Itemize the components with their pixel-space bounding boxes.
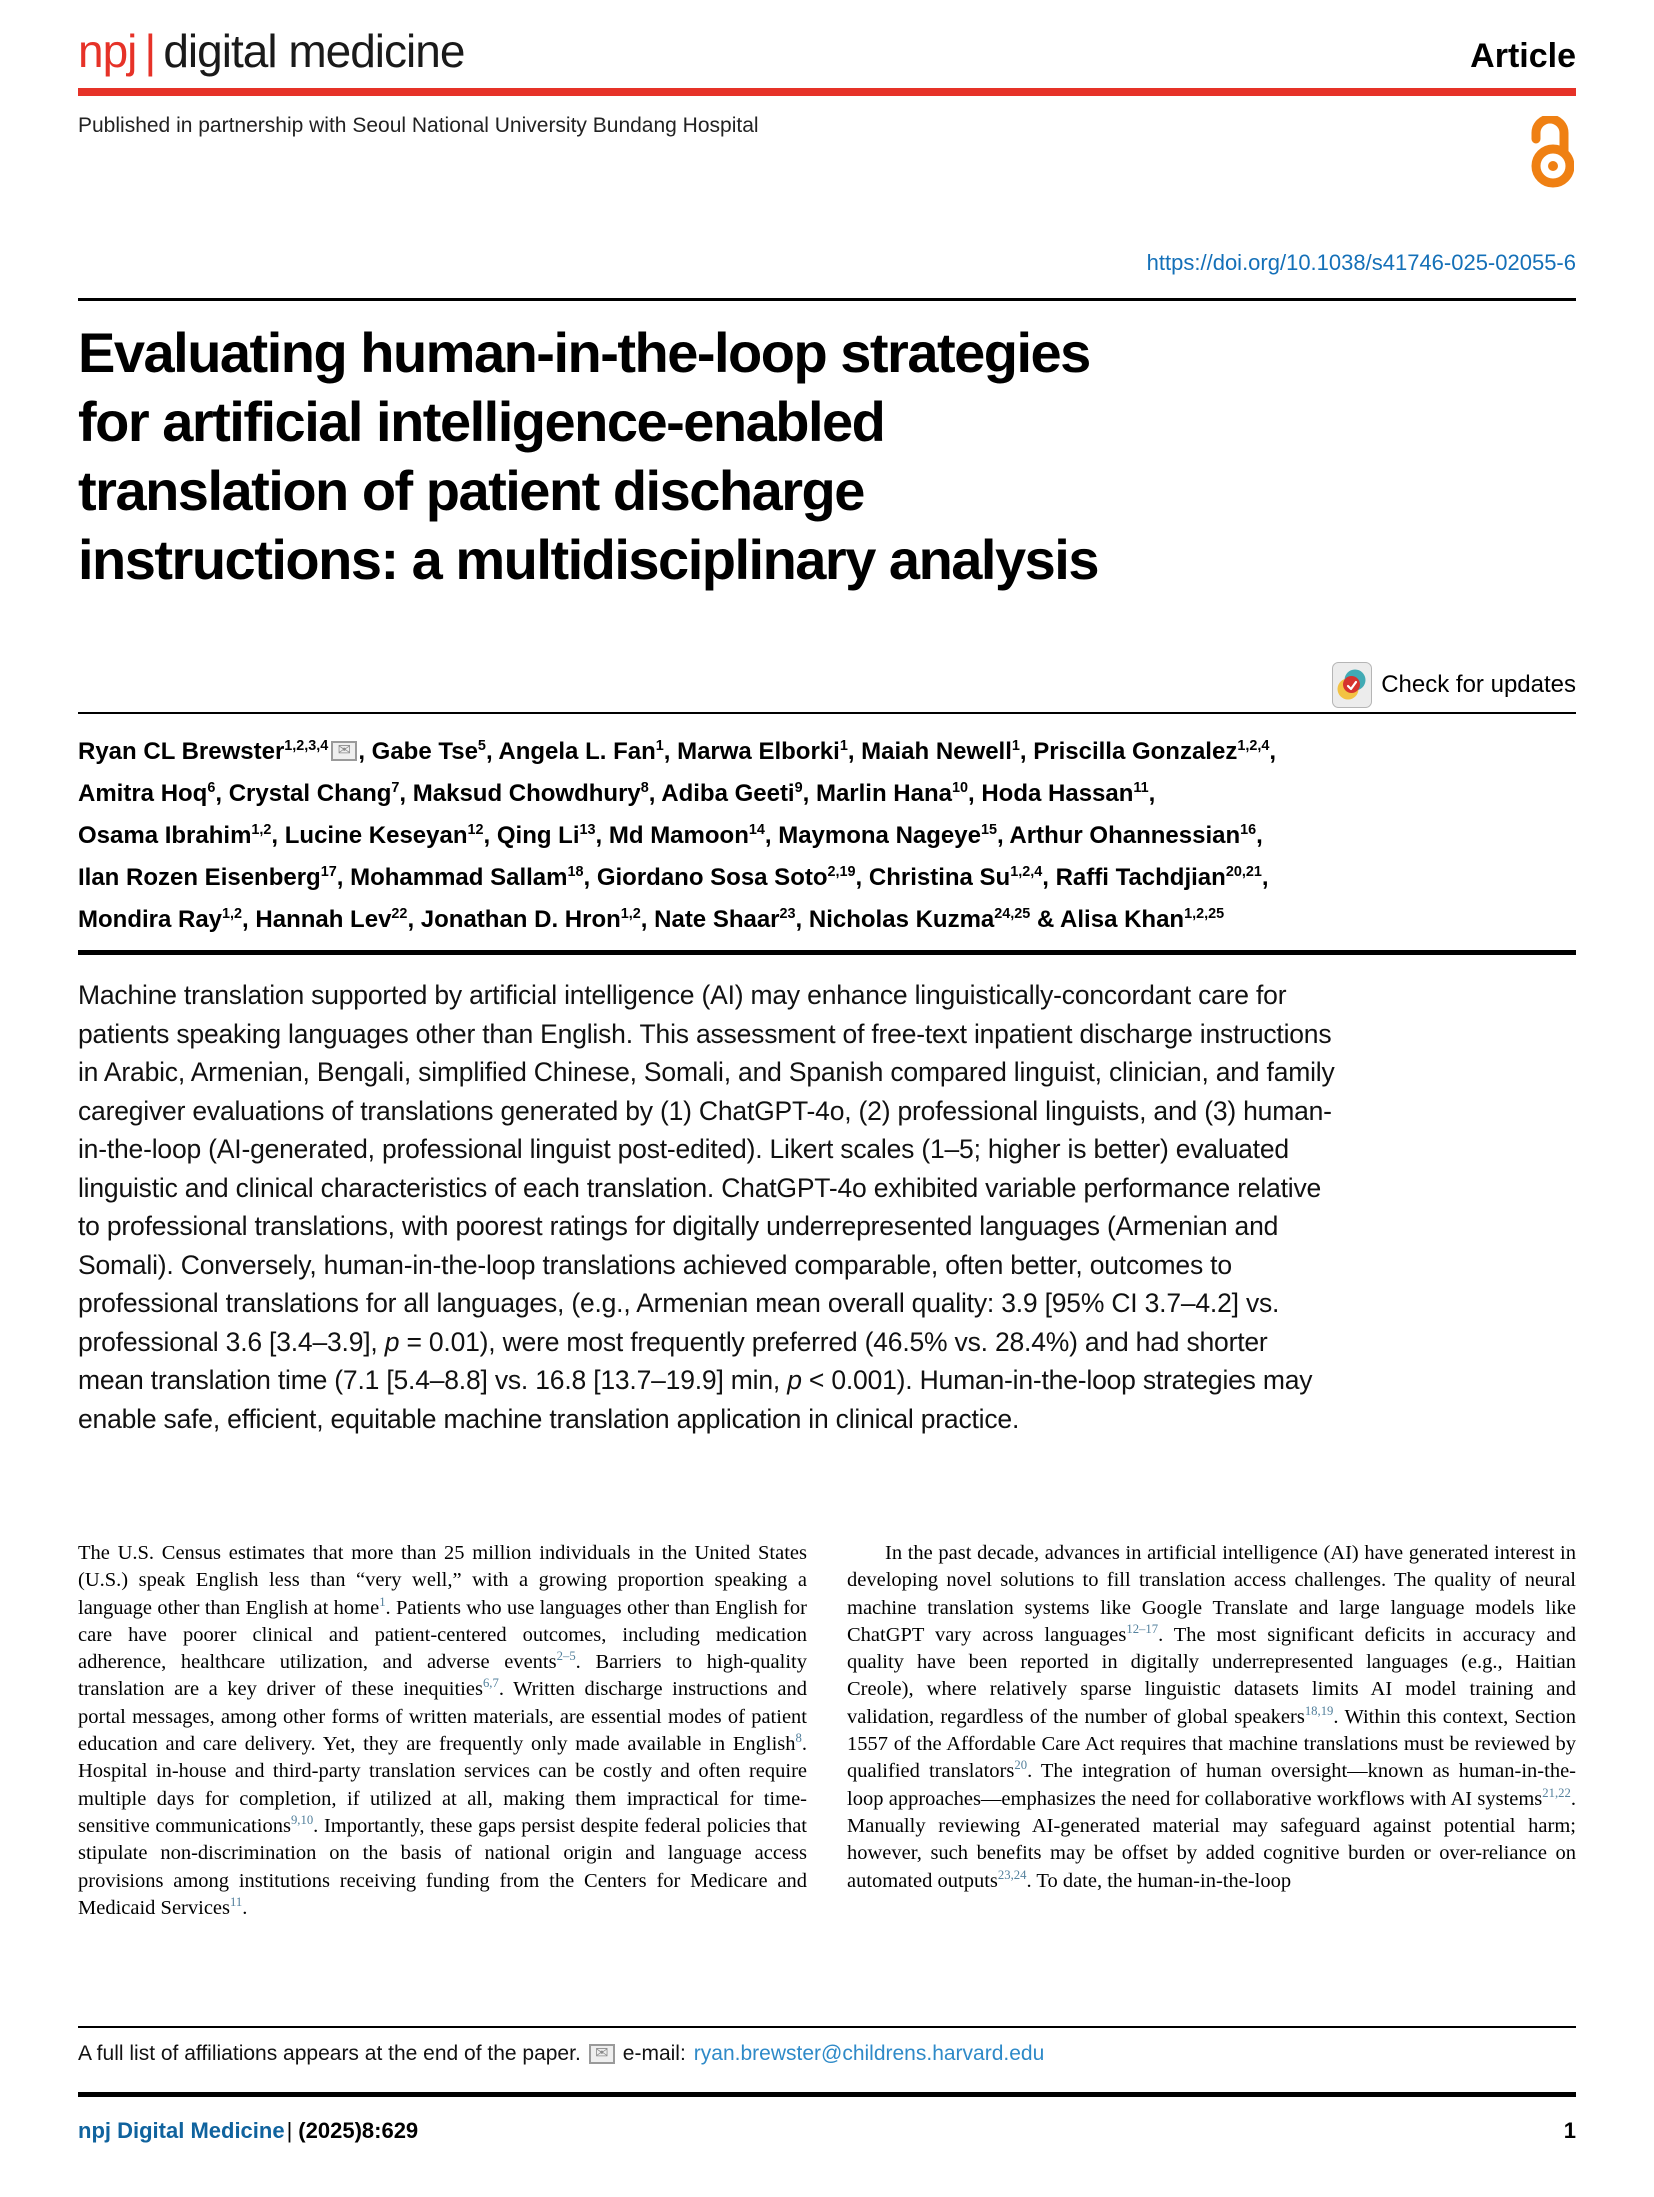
footer-rule	[78, 2092, 1576, 2097]
footer-separator: |	[286, 2118, 293, 2143]
citation-ref[interactable]: 6,7	[482, 1676, 499, 1691]
text-segment: ,	[1269, 738, 1277, 765]
text-segment: , Christina Su	[855, 864, 1011, 891]
text-segment: , Giordano Sosa Soto	[583, 864, 828, 891]
text-segment: In the past decade, advances in artificial intelligence (AI) have generated interest in developing novel solutions to fill translation access challenges. The quality of neural machine translation systems like Google Translate and large language models like ChatGPT vary across languages	[847, 1542, 1576, 1646]
header-red-rule	[78, 88, 1576, 96]
affiliation-sup: 1	[1011, 738, 1020, 754]
text-segment: , Hannah Lev	[242, 906, 392, 933]
text-segment: . Importantly, these gaps persist despite federal policies that stipulate non-discrimination on the basis of national origin and language access provisions among institutions receiving funding from the Centers for Medicare and Medicaid Services	[78, 1814, 808, 1919]
text-segment: < 0.001). Human-in-the-loop strategies may enable safe, efficient, equitable machine translation application in clinical practice.	[78, 1365, 1313, 1434]
journal-logo-prefix: npj	[78, 25, 137, 77]
text-segment: , Qing Li	[483, 822, 580, 849]
text-segment: , Mohammad Sallam	[336, 864, 568, 891]
envelope-icon[interactable]: ✉	[589, 2044, 615, 2064]
affiliation-sup: 1	[655, 738, 664, 754]
affiliation-sup: 16	[1240, 822, 1257, 838]
italic-text: p	[787, 1365, 802, 1395]
text-segment: , Marwa Elborki	[663, 738, 840, 765]
text-segment: ,	[1261, 864, 1269, 891]
envelope-icon[interactable]: ✉	[331, 741, 357, 761]
check-for-updates-label: Check for updates	[1381, 671, 1576, 698]
affiliation-sup: 9	[794, 780, 803, 796]
journal-logo-separator: |	[144, 25, 156, 77]
introduction-body	[78, 1540, 1576, 1922]
text-segment: ,	[1148, 780, 1156, 807]
journal-logo-name: digital medicine	[163, 25, 465, 77]
text-segment: . Barriers to high-quality translation are a key driver of these inequities	[78, 1651, 807, 1701]
text-segment: . Within this context, Section 1557 of the Affordable Care Act requires that machine translations must be reviewed by qualified translators	[847, 1705, 1576, 1783]
citation-ref[interactable]: 1	[379, 1594, 386, 1609]
email-link[interactable]: ryan.brewster@childrens.harvard.edu	[693, 2042, 1045, 2065]
affiliation-sup: 1,2,3,4	[284, 738, 329, 754]
intro-right-column	[847, 1540, 1576, 1922]
text-segment: , Maksud Chowdhury	[399, 780, 641, 807]
text-segment: , Maiah Newell	[847, 738, 1012, 765]
check-for-updates-badge[interactable]	[1332, 662, 1576, 708]
text-segment: , Gabe Tse	[358, 738, 478, 765]
citation-ref[interactable]: 18,19	[1304, 1703, 1334, 1718]
footer-citation	[78, 2118, 418, 2144]
text-segment: .	[242, 1896, 248, 1919]
text-segment: , Marlin Hana	[802, 780, 952, 807]
text-segment: , Hoda Hassan	[968, 780, 1134, 807]
citation-ref[interactable]: 23,24	[997, 1867, 1027, 1882]
text-segment: , Raffi Tachdjian	[1042, 864, 1226, 891]
citation-ref[interactable]: 21,22	[1542, 1785, 1571, 1800]
affiliation-sup: 10	[952, 780, 969, 796]
affiliation-sup: 5	[477, 738, 486, 754]
footnote-rule	[78, 2026, 1576, 2028]
title-line: translation of patient discharge	[78, 459, 864, 522]
text-segment: Machine translation supported by artificial intelligence (AI) may enhance linguistically-concordant care for patients speaking languages other than English. This assessment of free-text inpatient discharge instructions in Arabic, Armenian, Bengali, simplified Chinese, Somali, and Spanish compared linguist, clinician, and family caregiver evaluations of translations generated by (1) ChatGPT-4o, (2) professional linguists, and (3) human-in-the-loop (AI-generated, professional linguist post-edited). Likert scales (1–5; higher is better) evaluated linguistic and clinical characteristics of each translation. ChatGPT-4o exhibited variable performance relative to professional translations, with poorest ratings for digitally underrepresented languages (Armenian and Somali). Conversely, human-in-the-loop translations achieved comparable, often better, outcomes to professional translations for all languages, (e.g., Armenian mean overall quality: 3.9 [95% CI 3.7–4.2] vs. professional 3.6 [3.4–3.9],	[78, 980, 1335, 1357]
author-line	[78, 854, 1576, 896]
affiliation-sup: 18	[567, 864, 584, 880]
text-segment: , Nate Shaar	[640, 906, 780, 933]
text-segment: , Md Mamoon	[595, 822, 749, 849]
footer-journal-link[interactable]: npj Digital Medicine	[78, 2118, 285, 2143]
italic-text: p	[384, 1326, 400, 1357]
affiliations-footnote	[78, 2042, 1044, 2066]
intro-paragraph	[847, 1540, 1576, 1895]
article-type-label: Article	[1470, 37, 1576, 75]
text-segment: The U.S. Census estimates that more than 25 million individuals in the United States (U.S.) speak English less than “very well,” with a growing proportion speaking a language other than English at home	[78, 1542, 807, 1619]
text-segment: . Hospital in-house and third-party translation services can be costly and often require multiple days for completion, if utilized at all, making them impractical for time-sensitive communications	[78, 1733, 807, 1837]
abstract-text	[78, 976, 1340, 1438]
affiliation-sup: 11	[1133, 780, 1149, 796]
text-segment: ,	[1256, 822, 1263, 849]
text-segment: . Written discharge instructions and portal messages, among other forms of written materials, are essential modes of patient education and care delivery. Yet, they are frequently only made available in English	[78, 1678, 807, 1756]
text-segment: & Alisa Khan	[1030, 906, 1185, 933]
author-line	[78, 812, 1576, 854]
affiliation-sup: 15	[980, 822, 997, 838]
title-line: instructions: a multidisciplinary analysis	[78, 528, 1098, 591]
text-segment: Osama Ibrahim	[78, 822, 252, 849]
affiliation-sup: 1,2,4	[1237, 738, 1270, 754]
author-line	[78, 770, 1576, 812]
text-segment: , Lucine Keseyan	[271, 822, 468, 849]
text-segment: , Arthur Ohannessian	[996, 822, 1241, 849]
author-line	[78, 896, 1576, 938]
text-segment: , Jonathan D. Hron	[407, 906, 621, 933]
text-segment: , Maymona Nageye	[764, 822, 981, 849]
journal-logo[interactable]	[78, 24, 464, 78]
citation-ref[interactable]: 20	[1014, 1758, 1028, 1773]
text-segment: Ilan Rozen Eisenberg	[78, 864, 321, 891]
title-top-rule	[78, 298, 1576, 301]
text-segment: , Priscilla Gonzalez	[1019, 738, 1238, 765]
citation-ref[interactable]: 12–17	[1126, 1622, 1159, 1637]
page-number: 1	[1563, 2118, 1576, 2143]
title-line: for artificial intelligence-enabled	[78, 390, 885, 453]
affiliation-sup: 7	[391, 780, 400, 796]
affiliation-sup: 1,2	[620, 906, 641, 922]
affiliation-sup: 2,19	[827, 864, 856, 880]
abstract-top-rule	[78, 950, 1576, 955]
page-footer	[78, 2118, 1576, 2144]
affiliation-sup: 1,2	[251, 822, 272, 838]
intro-left-column	[78, 1540, 807, 1922]
text-segment: . Patients who use languages other than English for care have poorer clinical and patient-centered outcomes, including medication adherence, healthcare utilization, and adverse events	[78, 1596, 808, 1674]
affiliation-sup: 1,2,25	[1184, 906, 1225, 922]
title-line: Evaluating human-in-the-loop strategies	[78, 321, 1090, 384]
affiliation-sup: 8	[640, 780, 649, 796]
affiliations-note: A full list of affiliations appears at the end of the paper.	[78, 2042, 581, 2065]
citation-ref[interactable]: 11	[230, 1895, 243, 1910]
text-segment: . Manually reviewing AI-generated material may safeguard against potential harm; however, such benefits may be offset by added cognitive burden or over-reliance on automated outputs	[847, 1787, 1576, 1892]
affiliation-sup: 24,25	[994, 906, 1031, 922]
open-access-icon	[1526, 116, 1574, 188]
text-segment: . The integration of human oversight—known as human-in-the-loop approaches—emphasizes the need for collaborative workflows with AI systems	[847, 1760, 1576, 1810]
text-segment: , Angela L. Fan	[485, 738, 656, 765]
affiliation-sup: 17	[320, 864, 337, 880]
crossmark-icon	[1332, 662, 1372, 708]
partnership-note: Published in partnership with Seoul National University Bundang Hospital	[78, 114, 759, 137]
article-title	[78, 318, 1576, 594]
journal-header	[78, 24, 1576, 78]
affiliation-sup: 1,2,4	[1010, 864, 1043, 880]
text-segment: , Crystal Chang	[215, 780, 392, 807]
text-segment: = 0.01), were most frequently preferred (46.5% vs. 28.4%) and had shorter mean translation time (7.1 [5.4–8.8] vs. 16.8 [13.7–19.9] min,	[78, 1326, 1268, 1395]
authors-top-rule	[78, 712, 1576, 714]
affiliation-sup: 1,2	[222, 906, 243, 922]
affiliation-sup: 12	[467, 822, 484, 838]
affiliation-sup: 23	[779, 906, 796, 922]
email-label: e-mail:	[622, 2042, 686, 2065]
affiliation-sup: 14	[748, 822, 765, 838]
author-line	[78, 728, 1576, 770]
author-list	[78, 728, 1576, 938]
text-segment: Mondira Ray	[78, 906, 223, 933]
text-segment: , Nicholas Kuzma	[795, 906, 995, 933]
affiliation-sup: 20,21	[1225, 864, 1262, 880]
citation-ref[interactable]: 2–5	[556, 1649, 576, 1664]
text-segment: . To date, the human-in-the-loop	[1026, 1869, 1292, 1892]
footer-citation-text: (2025)8:629	[298, 2118, 419, 2143]
text-segment: Ryan CL Brewster	[78, 738, 285, 765]
intro-paragraph	[78, 1540, 807, 1922]
affiliation-sup: 13	[579, 822, 596, 838]
citation-ref[interactable]: 9,10	[290, 1813, 314, 1828]
affiliation-sup: 6	[207, 780, 216, 796]
text-segment: Amitra Hoq	[78, 780, 208, 807]
citation-ref[interactable]: 8	[795, 1731, 802, 1746]
doi-link[interactable]: https://doi.org/10.1038/s41746-025-02055-6	[1146, 250, 1576, 275]
text-segment: , Adiba Geeti	[648, 780, 795, 807]
text-segment: . The most significant deficits in accuracy and quality have been reported in digitally underrepresented languages (e.g., Haitian Creole), where relatively sparse linguistic datasets limits AI model training and validation, regardless of the number of global speakers	[847, 1623, 1577, 1728]
affiliation-sup: 22	[391, 906, 408, 922]
affiliation-sup: 1	[839, 738, 848, 754]
